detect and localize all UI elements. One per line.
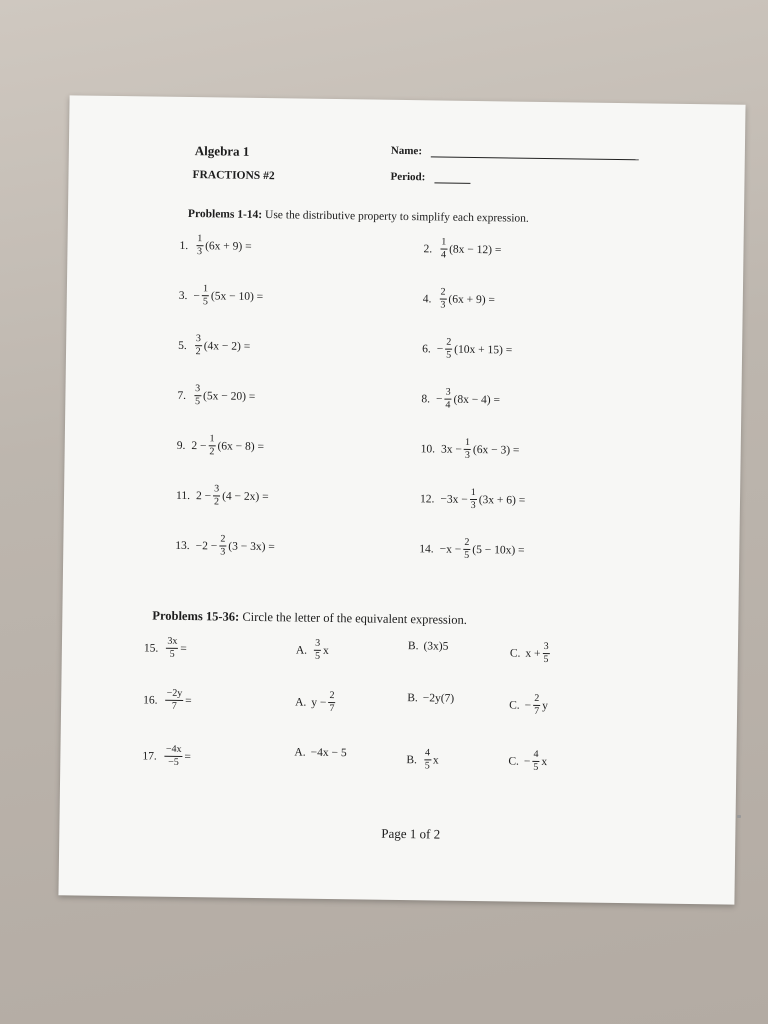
fraction-numerator: 2 (219, 534, 226, 546)
fraction-numerator: 3x (166, 637, 178, 649)
fraction-numerator: 1 (440, 238, 447, 250)
fraction (440, 238, 447, 261)
fraction-denominator: 5 (543, 653, 549, 666)
fraction-numerator: 3 (314, 639, 321, 651)
problem-expression (163, 689, 191, 712)
fraction (165, 745, 183, 768)
mc-question (144, 636, 187, 660)
expr-tail: (10x + 15) = (454, 343, 513, 357)
fraction-denominator: 5 (314, 650, 321, 662)
problem-item (419, 537, 525, 561)
page-footer: Page 1 of 2 (381, 825, 441, 842)
problem-expression (438, 237, 502, 261)
expr-tail: (6x − 8) = (217, 439, 265, 453)
choice-expression: (3x)5 (423, 640, 449, 653)
fraction (424, 748, 431, 771)
fraction-denominator: 3 (464, 449, 470, 461)
fraction-denominator: 5 (533, 761, 539, 773)
period-field[interactable] (390, 170, 470, 184)
problem-number: 16. (143, 693, 158, 707)
problem-item (177, 384, 255, 408)
problem-number: 6. (422, 342, 431, 355)
expr-tail: (4 − 2x) = (222, 489, 269, 503)
expr-lead: 3x − (441, 443, 463, 456)
problem-number: 11. (175, 489, 191, 502)
expr-tail: (8x − 12) = (449, 243, 502, 256)
problem-expression (436, 387, 500, 411)
mc-question (142, 744, 191, 768)
fraction-numerator: 2 (463, 538, 470, 550)
fraction (532, 750, 539, 773)
course-title: Algebra 1 (194, 143, 250, 159)
choice-c[interactable] (509, 694, 548, 718)
fraction (439, 288, 446, 311)
problem-expression (163, 745, 191, 768)
fraction-denominator: 7 (534, 705, 540, 717)
fraction (219, 534, 226, 557)
problem-item (177, 434, 265, 458)
choice-letter: B. (407, 640, 419, 653)
fraction (533, 694, 540, 717)
fraction-numerator: 1 (208, 434, 215, 446)
problem-item (421, 387, 500, 411)
problem-expression (192, 384, 256, 408)
expr-tail: (6x − 3) = (472, 443, 520, 457)
name-blank[interactable] (431, 144, 639, 160)
fraction-numerator: 4 (424, 748, 431, 760)
section1-title: Problems 1-14: (187, 207, 263, 222)
problem-number: 8. (421, 392, 431, 405)
expr-equals: = (180, 642, 187, 655)
expr-lead: −x − (439, 543, 462, 556)
mc-question (143, 688, 192, 712)
problem-expression (194, 234, 252, 258)
name-field[interactable] (391, 144, 639, 160)
expr-sign: − (436, 342, 444, 356)
fraction-denominator: 4 (440, 249, 447, 261)
choice-expression (524, 750, 548, 773)
fraction-numerator: 1 (202, 284, 209, 296)
fraction-numerator: 1 (470, 488, 477, 500)
section1-text: Use the distributive property to simplify each expression. (264, 209, 529, 225)
fraction (328, 691, 335, 714)
fraction (213, 484, 220, 507)
expr-tail: (6x + 9) = (448, 293, 496, 306)
choice-c[interactable] (508, 750, 547, 774)
expr-lead: 2 − (195, 489, 212, 502)
problem-expression (437, 337, 513, 361)
fraction-denominator: 2 (195, 346, 201, 358)
fraction-numerator: −2y (166, 689, 184, 701)
expr-tail: (3x + 6) = (478, 493, 526, 507)
problem-number: 9. (176, 439, 186, 452)
choice-letter: A. (295, 696, 307, 709)
fraction-denominator: 2 (213, 496, 220, 508)
choice-pre: x + (525, 647, 541, 660)
fraction-numerator: 1 (196, 234, 203, 246)
worksheet-title: FRACTIONS #2 (192, 169, 275, 183)
fraction-denominator: 7 (171, 700, 177, 712)
fraction-denominator: 5 (446, 349, 452, 361)
choice-letter: A. (294, 746, 306, 759)
expr-lead: −2 − (195, 539, 218, 552)
expr-tail: (3 − 3x) = (228, 540, 275, 553)
choice-expression: −4x − 5 (310, 746, 347, 760)
section2-text: Circle the letter of the equivalent expression. (242, 609, 468, 627)
fraction (208, 434, 215, 457)
fraction-denominator: −5 (168, 756, 179, 768)
fraction (194, 384, 201, 407)
problem-expression (193, 334, 251, 358)
choice-a[interactable] (296, 639, 329, 662)
worksheet-page (58, 95, 745, 904)
choice-pre: y − (311, 696, 327, 709)
expr-tail: (6x + 9) = (205, 239, 252, 253)
problem-expression (191, 434, 264, 458)
choice-post: y (542, 699, 549, 712)
fraction-numerator: 1 (464, 438, 471, 450)
problem-item (423, 287, 495, 311)
problem-number: 13. (175, 539, 190, 552)
choice-expression (525, 694, 549, 717)
problem-number: 4. (422, 292, 432, 305)
fraction-numerator: 2 (328, 691, 335, 703)
fraction-denominator: 3 (196, 246, 203, 258)
choice-expression (311, 691, 337, 714)
fraction-numerator: 2 (439, 288, 446, 300)
fraction-numerator: 3 (194, 384, 201, 396)
problem-item (176, 484, 269, 508)
problem-expression (441, 438, 520, 462)
problem-item (423, 237, 501, 261)
fraction-numerator: −4x (165, 745, 183, 757)
fraction-denominator: 5 (424, 760, 430, 772)
problem-number: 14. (419, 542, 434, 555)
period-label: Period: (390, 170, 426, 184)
fraction (463, 538, 470, 561)
choice-post: x (432, 753, 439, 767)
choice-b[interactable] (408, 640, 449, 653)
fraction (464, 438, 471, 461)
fraction-denominator: 5 (194, 396, 201, 408)
expr-tail: (4x − 2) = (203, 339, 251, 353)
choice-letter: C. (509, 699, 520, 712)
fraction (542, 642, 549, 665)
fraction-denominator: 5 (169, 648, 175, 660)
choice-letter: B. (407, 692, 418, 705)
choice-letter: C. (508, 755, 519, 768)
fraction (445, 338, 452, 361)
fraction-numerator: 3 (543, 642, 550, 654)
choice-letter: C. (509, 647, 521, 660)
fraction-numerator: 3 (213, 484, 220, 496)
section2-title: Problems 15-36: (152, 608, 240, 624)
fraction-denominator: 3 (220, 546, 226, 558)
problem-item (179, 234, 251, 258)
fraction (202, 284, 209, 307)
problem-expression (196, 484, 269, 508)
problem-expression (437, 287, 495, 311)
fraction (314, 639, 321, 662)
choice-post: x (541, 755, 548, 768)
expr-lead: 2 − (191, 439, 207, 452)
fraction (166, 637, 178, 660)
expr-equals: = (184, 750, 191, 763)
choice-letter: B. (406, 753, 418, 766)
expr-tail: (5x − 10) = (210, 289, 264, 303)
fraction (195, 334, 202, 357)
problem-number: 15. (143, 641, 159, 655)
problem-number: 1. (179, 239, 189, 252)
problem-number: 12. (419, 492, 435, 505)
name-label: Name: (390, 144, 423, 158)
fraction-numerator: 2 (533, 694, 540, 706)
fraction (196, 234, 203, 257)
fraction (470, 488, 477, 511)
expr-tail: (8x − 4) = (453, 393, 501, 406)
choice-c[interactable] (510, 642, 552, 666)
fraction-denominator: 2 (209, 446, 215, 458)
choice-b[interactable] (407, 692, 454, 705)
problem-number: 5. (178, 339, 187, 352)
expr-tail: (5x − 20) = (202, 389, 256, 403)
fraction (444, 388, 451, 411)
fraction-denominator: 5 (202, 296, 208, 308)
choice-pre: − (523, 755, 531, 768)
problem-number: 10. (420, 442, 436, 455)
fraction-numerator: 2 (445, 338, 452, 350)
choice-b[interactable] (406, 748, 439, 771)
problem-expression (196, 534, 275, 558)
problem-item (178, 334, 250, 358)
choice-expression (525, 642, 551, 665)
fraction-denominator: 4 (445, 399, 451, 411)
period-blank[interactable] (434, 170, 470, 184)
problem-number: 3. (178, 289, 188, 302)
expr-equals: = (185, 694, 192, 707)
choice-a[interactable] (295, 691, 338, 715)
problem-item (421, 437, 520, 461)
problem-number: 7. (177, 389, 187, 402)
fraction-denominator: 3 (440, 299, 446, 311)
problem-item (420, 487, 526, 511)
problem-expression (164, 637, 187, 660)
expr-sign: − (435, 392, 443, 406)
expr-lead: −3x − (440, 493, 468, 506)
fraction-numerator: 3 (445, 388, 452, 400)
choice-pre: − (524, 699, 532, 712)
section2-instructions (152, 609, 467, 628)
fraction-denominator: 5 (464, 549, 470, 561)
choice-letter: A. (295, 644, 308, 657)
problem-item (175, 534, 275, 558)
problem-expression (440, 538, 525, 562)
fraction (165, 689, 183, 712)
section1-instructions (188, 208, 529, 225)
problem-expression (193, 284, 263, 308)
problem-item (179, 284, 264, 308)
problem-item (422, 337, 512, 361)
expr-tail: (5 − 10x) = (472, 543, 525, 557)
fraction-denominator: 3 (470, 499, 476, 512)
choice-expression (422, 748, 439, 771)
fraction-numerator: 4 (532, 750, 539, 762)
fraction-denominator: 7 (329, 703, 335, 715)
choice-a[interactable] (294, 747, 346, 760)
expr-sign: − (193, 289, 201, 302)
problem-expression (440, 488, 525, 512)
fraction-numerator: 3 (195, 334, 202, 346)
paper-mark (737, 815, 741, 818)
problem-number: 2. (423, 242, 433, 255)
problem-number: 17. (142, 749, 157, 763)
choice-expression: −2y(7) (422, 692, 455, 705)
choice-post: x (322, 644, 329, 657)
choice-expression (312, 639, 329, 662)
